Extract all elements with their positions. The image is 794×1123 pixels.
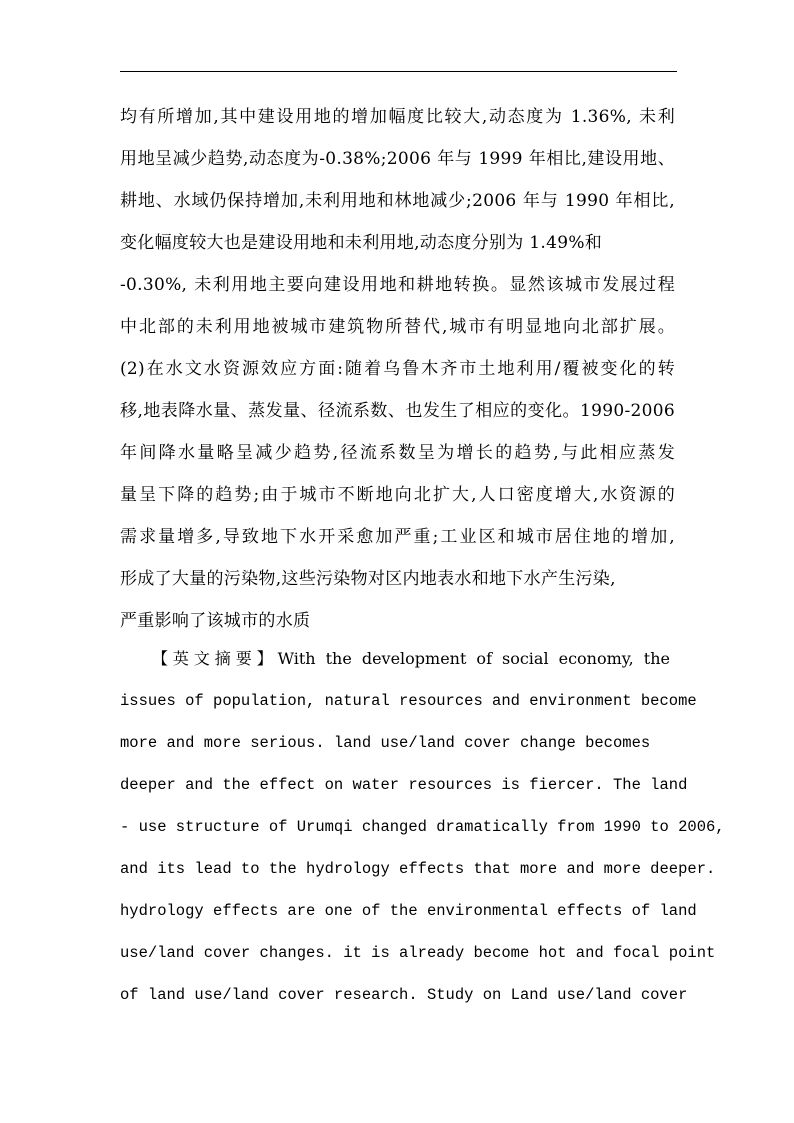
paragraph-line: 均有所增加,其中建设用地的增加幅度比较大,动态度为 1.36%, 未利 bbox=[120, 107, 675, 127]
paragraph-line: and its lead to the hydrology effects that more and more deeper. bbox=[120, 860, 716, 878]
paragraph-line: 中北部的未利用地被城市建筑物所替代,城市有明显地向北部扩展。 bbox=[120, 317, 675, 337]
paragraph-line: 年间降水量略呈减少趋势,径流系数呈为增长的趋势,与此相应蒸发 bbox=[120, 443, 675, 463]
paragraph-line: deeper and the effect on water resources is fiercer. The land bbox=[120, 776, 688, 794]
paragraph-line: 形成了大量的污染物,这些污染物对区内地表水和地下水产生污染, bbox=[120, 569, 616, 589]
paragraph-line: -0.30%, 未利用地主要向建设用地和耕地转换。显然该城市发展过程 bbox=[120, 275, 675, 295]
paragraph-line: hydrology effects are one of the environmental effects of land bbox=[120, 902, 697, 920]
paragraph-line: of land use/land cover research. Study on Land use/land cover bbox=[120, 986, 688, 1004]
paragraph-line: 量呈下降的趋势;由于城市不断地向北扩大,人口密度增大,水资源的 bbox=[120, 485, 675, 505]
header-rule bbox=[120, 71, 677, 72]
paragraph-line: more and more serious. land use/land cover change becomes bbox=[120, 734, 651, 752]
paragraph-line: 严重影响了该城市的水质 bbox=[120, 611, 311, 631]
paragraph-line: 需求量增多,导致地下水开采愈加严重;工业区和城市居住地的增加, bbox=[120, 527, 675, 547]
paragraph-line: issues of population, natural resources and environment become bbox=[120, 692, 697, 710]
paragraph-line: 用地呈减少趋势,动态度为-0.38%;2006 年与 1999 年相比,建设用地、 bbox=[120, 149, 675, 169]
english-abstract-heading-line: 【英文摘要】With the development of social economy, the bbox=[152, 649, 670, 668]
paragraph-line: 耕地、水域仍保持增加,未利用地和林地减少;2006 年与 1990 年相比, bbox=[120, 191, 675, 211]
paragraph-line: 变化幅度较大也是建设用地和未利用地,动态度分别为 1.49%和 bbox=[120, 233, 603, 253]
paragraph-line: - use structure of Urumqi changed dramatically from 1990 to 2006, bbox=[120, 818, 725, 836]
paragraph-line: (2)在水文水资源效应方面:随着乌鲁木齐市土地利用/覆被变化的转 bbox=[120, 359, 675, 379]
paragraph-line: use/land cover changes. it is already become hot and focal point bbox=[120, 944, 716, 962]
paragraph-line: 移,地表降水量、蒸发量、径流系数、也发生了相应的变化。1990-2006 bbox=[120, 401, 675, 421]
